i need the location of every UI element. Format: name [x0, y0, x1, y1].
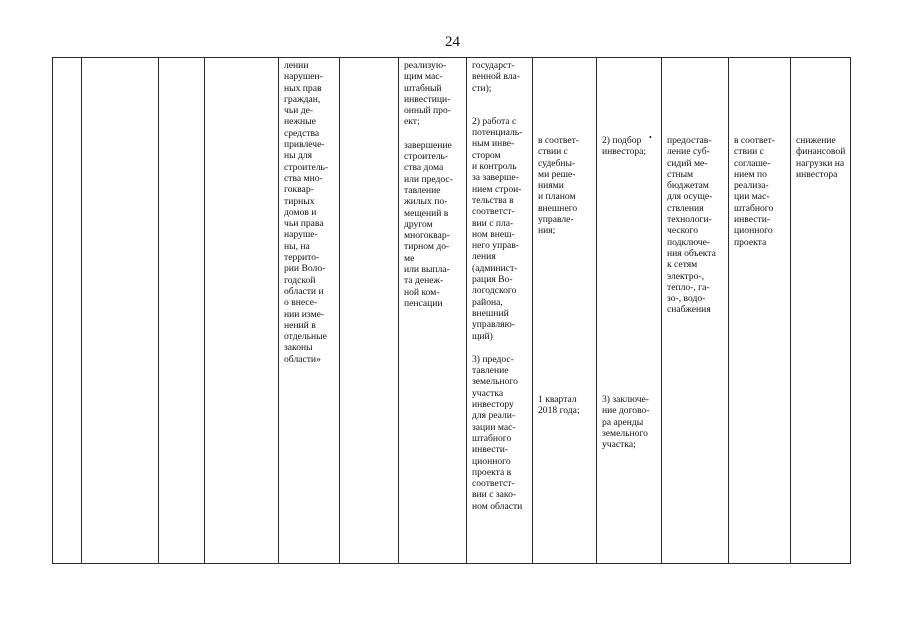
table-cell-col3 — [159, 58, 205, 564]
table-cell-col11 — [662, 58, 729, 564]
col8-part1: государст- венной вла- сти); — [472, 60, 520, 94]
table-cell-col6 — [340, 58, 399, 564]
col9-part1: в соответ- ствии с судебны- ми реше- ниями и планом внешнего управле- ния; — [538, 135, 579, 237]
col9-part2: 1 квартал 2018 года; — [538, 394, 580, 417]
table-cell-col4 — [205, 58, 279, 564]
col8-part2: 2) работа с потенциаль- ным инве- стором и контроль за заверше- нием строи- тельства в соответст- вии с пла- ном внеш- него управ- ления (админист- рация Во- логодского района, внешний управляю- щий) — [472, 115, 523, 342]
dot-mark: • — [649, 133, 652, 142]
table-cell-col7 — [399, 58, 467, 564]
col12-text: в соответ- ствии с соглаше- нием по реализа- ции мас- штабного инвести- ционного проекта — [734, 135, 775, 248]
col7-part2: завершение строитель- ства дома или предос- тавление жилых по- мещений в другом многоквар- тирном до- ме или выпла- та денеж- ной ком- пенсации — [404, 139, 453, 309]
document-table — [52, 57, 851, 564]
col10-part1: 2) подбор инвестора; — [602, 135, 647, 158]
col10-part2: 3) заключе- ние догово- ра аренды земельного участка; — [602, 394, 650, 451]
col11-text: предостав- ление суб- сидий ме- стным бюджетам для осуще- ствления технологи- ческого подключе- ния объекта к сетям электро-, тепло-, га- зо-, водо- снабжения — [667, 135, 716, 316]
table-cell-col12 — [729, 58, 791, 564]
col5-text: лении нарушен- ных прав граждан, чьи де- нежные средства привлече- ны для строитель- ства мно- гоквар- тирных домов и чьи права наруше- ны, на террито- рии Воло- годской области и о внесе- нии изме- нений в отдельные законы области» — [284, 60, 329, 365]
col13-text: снижение финансовой нагрузки на инвестора — [796, 135, 846, 180]
table-cell-col8 — [467, 58, 533, 564]
table-cell-col9 — [533, 58, 597, 564]
table-cell-col10 — [597, 58, 662, 564]
table-cell-col5 — [279, 58, 340, 564]
table-cell-col1 — [53, 58, 82, 564]
table-cell-col13 — [791, 58, 851, 564]
col8-part3: 3) предос- тавление земельного участка инвестору для реали- зации мас- штабного инвести- ционного проекта в соответст- вии с зако- ном области — [472, 353, 523, 512]
table-cell-col2 — [82, 58, 159, 564]
page-number: 24 — [445, 34, 460, 50]
col7-part1: реализую- щим мас- штабный инвестици- онный про- ект; — [404, 60, 451, 128]
table-row — [53, 58, 851, 564]
